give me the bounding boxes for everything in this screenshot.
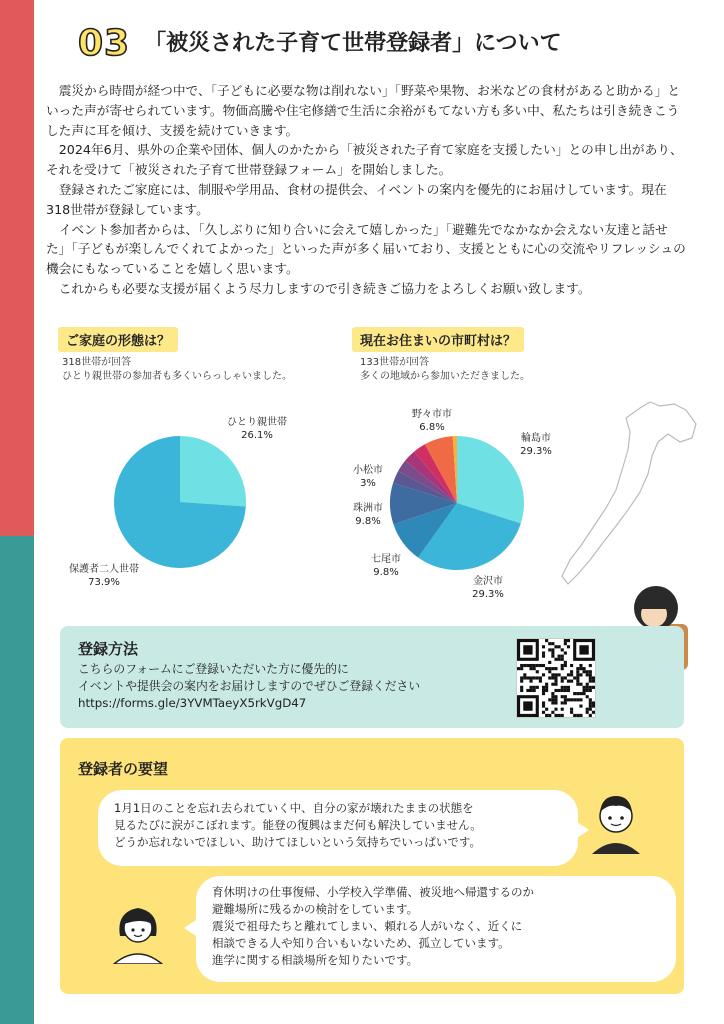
bubble-2-line-5: 進学に関する相談場所を知りたいです。 [212, 953, 419, 967]
pie-label-kanazawa [466, 575, 510, 601]
intro-paragraph-5: これからも必要な支援が届くよう尽力しますので引き続きご協力をよろしくお願い致します。 [58, 280, 591, 296]
registration-body [78, 661, 420, 712]
qr-module [558, 689, 561, 692]
qr-module [583, 692, 586, 695]
qr-module [539, 664, 542, 667]
woman-avatar-icon [110, 902, 166, 964]
qr-module [517, 667, 520, 670]
qr-module [536, 676, 539, 679]
qr-module [589, 664, 592, 667]
qr-module [573, 676, 576, 679]
registration-line-1: こちらのフォームにご登録いただいた方に優先的に [78, 662, 349, 676]
qr-module [526, 676, 529, 679]
qr-module [542, 645, 545, 648]
intro-paragraph-3: 登録されたご家庭には、制服や学用品、食材の提供会、イベントの案内を優先的にお届けしています。現在318世帯が登録しています。 [46, 181, 667, 217]
qr-module [579, 645, 588, 654]
qr-module [542, 651, 545, 654]
pie-label-value: 6.8% [419, 422, 445, 433]
qr-module [548, 676, 551, 679]
qr-module [592, 680, 595, 683]
qr-module [523, 701, 532, 710]
qr-module [542, 664, 545, 667]
registration-title: 登録方法 [78, 640, 139, 658]
qr-module [558, 655, 561, 658]
qr-module [564, 651, 567, 654]
qr-module [573, 692, 576, 695]
qr-module [542, 692, 545, 695]
section-header [78, 23, 562, 64]
qr-module [589, 698, 592, 701]
qr-module [583, 670, 586, 673]
qr-module [564, 639, 567, 642]
qr-module [567, 645, 570, 648]
qr-module [564, 689, 567, 692]
pie-label-name: 保護者二人世帯 [69, 564, 139, 575]
intro-paragraph-1: 震災から時間が経つ中で、「子どもに必要な物は削れない」「野菜や果物、お米などの食材があると助かる」といった声が寄せられています。物価高騰や住宅修繕で生活に余裕がもてない方も多い中、私たちは引き続きこうした声に耳を傾け、支援を続けていきます。 [46, 83, 681, 138]
qr-module [586, 711, 589, 714]
qr-module [583, 667, 586, 670]
qr-module [551, 655, 554, 658]
qr-module [545, 683, 548, 686]
pie-label-name: 七尾市 [371, 554, 401, 565]
qr-module [570, 711, 573, 714]
qr-module [586, 708, 589, 711]
residence-pie-chart [390, 436, 524, 570]
qr-module [554, 701, 557, 704]
qr-module [551, 676, 554, 679]
qr-module [533, 664, 536, 667]
qr-module [570, 673, 573, 676]
qr-module [567, 673, 570, 676]
qr-module [529, 686, 532, 689]
pie-label-name: 金沢市 [473, 576, 503, 587]
qr-module [561, 701, 564, 704]
qr-module [561, 664, 564, 667]
qr-module [576, 714, 579, 717]
bubble-2-line-4: 相談できる人や知り合いもいないため、孤立しています。 [212, 936, 510, 950]
qr-module [579, 705, 582, 708]
pie-label-value: 9.8% [355, 516, 381, 527]
qr-module [545, 714, 548, 717]
pie-label-value: 73.9% [88, 577, 120, 588]
qr-module [561, 686, 564, 689]
qr-module [554, 673, 557, 676]
section-title: 「被災された子育て世帯登録者」について [144, 31, 562, 56]
pie-label-two-parent [54, 563, 154, 589]
qr-module [545, 708, 548, 711]
intro-text [46, 81, 686, 299]
qr-module [533, 676, 536, 679]
qr-module [579, 667, 582, 670]
qr-module [542, 705, 545, 708]
qr-module [554, 667, 557, 670]
qr-module [564, 686, 567, 689]
qr-module [520, 689, 523, 692]
qr-module [536, 670, 539, 673]
pie-label-komatsu [346, 464, 390, 490]
qr-module [523, 673, 526, 676]
qr-module [554, 714, 557, 717]
pie-label-value: 26.1% [241, 430, 273, 441]
qr-module [576, 670, 579, 673]
qr-module [554, 683, 557, 686]
ishikawa-map-outline [556, 398, 704, 590]
qr-module [551, 673, 554, 676]
qr-module [545, 689, 548, 692]
qr-module [561, 655, 564, 658]
registration-panel [60, 626, 684, 728]
qr-module [548, 670, 551, 673]
qr-module [561, 708, 564, 711]
qr-module [579, 714, 582, 717]
qr-module [589, 689, 592, 692]
pie-label-name: 輪島市 [521, 433, 551, 444]
qr-module [520, 676, 523, 679]
qr-module [567, 639, 570, 642]
request-bubble-1 [98, 790, 578, 866]
qr-module [561, 689, 564, 692]
qr-module [561, 658, 564, 661]
qr-module [586, 686, 589, 689]
qr-module [576, 683, 579, 686]
bubble-2-line-1: 育休明けの仕事復帰、小学校入学準備、被災地へ帰還するのか [212, 885, 534, 899]
qr-module [551, 651, 554, 654]
pie-label-suzu [346, 502, 390, 528]
left-accent-strip-teal [0, 536, 34, 1024]
pie-label-nonoichi [402, 408, 462, 434]
qr-module [592, 676, 595, 679]
qr-module [579, 698, 582, 701]
qr-module [542, 689, 545, 692]
qr-module [561, 676, 564, 679]
qr-module [589, 714, 592, 717]
qr-module [536, 686, 539, 689]
qr-module [551, 701, 554, 704]
qr-module [554, 695, 557, 698]
qr-module [548, 698, 551, 701]
section-number: 03 [78, 23, 131, 64]
qr-module [579, 692, 582, 695]
qr-module [589, 676, 592, 679]
qr-module [570, 670, 573, 673]
qr-module [529, 664, 532, 667]
family-respondents: 318世帯が回答 [62, 357, 132, 368]
bubble-2-line-2: 避難場所に残るかの検討をしています。 [212, 902, 419, 916]
qr-module [561, 680, 564, 683]
pie-label-value: 29.3% [520, 446, 552, 457]
qr-module [564, 695, 567, 698]
bubble-1-line-2: 見るたびに涙がこぼれます。能登の復興はまだ何も解決していません。 [114, 818, 482, 832]
qr-module [567, 686, 570, 689]
qr-module [554, 645, 557, 648]
qr-module [551, 692, 554, 695]
qr-module [526, 689, 529, 692]
qr-module [548, 648, 551, 651]
qr-module [529, 680, 532, 683]
qr-module [533, 686, 536, 689]
qr-module [576, 698, 579, 701]
qr-module [579, 664, 582, 667]
pie-slice-0 [180, 436, 246, 507]
qr-module [520, 664, 523, 667]
qr-module [576, 692, 579, 695]
qr-module [592, 686, 595, 689]
qr-module [554, 658, 557, 661]
qr-module [539, 676, 542, 679]
qr-module [523, 645, 532, 654]
qr-module [551, 695, 554, 698]
registration-qr-code[interactable] [516, 638, 596, 718]
qr-module [573, 698, 576, 701]
qr-module [564, 698, 567, 701]
qr-module [542, 701, 545, 704]
qr-module [576, 676, 579, 679]
qr-module [533, 667, 536, 670]
qr-module [564, 664, 567, 667]
qr-module [551, 683, 554, 686]
qr-module [570, 680, 573, 683]
qr-module [548, 661, 551, 664]
qr-module [545, 667, 548, 670]
qr-module [545, 686, 548, 689]
qr-module [567, 689, 570, 692]
qr-module [576, 673, 579, 676]
qr-module [526, 664, 529, 667]
qr-module [523, 676, 526, 679]
qr-module [545, 639, 548, 642]
qr-module [589, 673, 592, 676]
pie-label-name: 珠洲市 [353, 503, 383, 514]
residence-chart-note [360, 356, 530, 384]
residence-comment: 多くの地域から参加いただきました。 [360, 371, 530, 382]
qr-module [520, 686, 523, 689]
man-avatar-icon [588, 792, 644, 854]
qr-module [589, 670, 592, 673]
qr-module [529, 676, 532, 679]
qr-module [551, 698, 554, 701]
bubble-1-line-1: 1月1日のことを忘れ去られていく中、自分の家が壊れたままの状態を [114, 801, 474, 815]
pie-label-wajima [514, 432, 558, 458]
qr-module [529, 689, 532, 692]
intro-paragraph-2: 2024年6月、県外の企業や団体、個人のかたから「被災された子育て家庭を支援したい」との申し出があり、それを受けて「被災された子育て世帯登録フォーム」を開始しました。 [46, 142, 683, 178]
qr-module [589, 686, 592, 689]
requests-panel [60, 738, 684, 994]
requests-title: 登録者の要望 [78, 760, 169, 778]
qr-module [548, 667, 551, 670]
pie-label-value: 29.3% [472, 589, 504, 600]
qr-module [564, 676, 567, 679]
pie-label-name: 野々市市 [412, 409, 452, 420]
qr-module [586, 670, 589, 673]
pie-label-nanao [364, 553, 408, 579]
qr-module [561, 667, 564, 670]
request-bubble-2 [196, 876, 676, 982]
family-comment: ひとり親世帯の参加者も多くいらっしゃいました。 [62, 371, 292, 382]
qr-module [564, 701, 567, 704]
qr-module [592, 705, 595, 708]
qr-module [554, 676, 557, 679]
qr-module [570, 708, 573, 711]
qr-module [539, 680, 542, 683]
registration-line-2: イベントや提供会の案内をお届けしますのでぜひご登録ください [78, 679, 421, 693]
residence-chart-label: 現在お住まいの市町村は？ [352, 327, 524, 352]
qr-module [529, 667, 532, 670]
qr-module [558, 714, 561, 717]
qr-module [586, 683, 589, 686]
qr-module [589, 708, 592, 711]
qr-module [542, 711, 545, 714]
family-chart-label: ご家庭の形態は？ [58, 327, 178, 352]
bubble-2-tail [184, 920, 196, 936]
qr-module [586, 673, 589, 676]
qr-module [561, 695, 564, 698]
qr-module [573, 714, 576, 717]
qr-module [548, 642, 551, 645]
qr-module [554, 689, 557, 692]
qr-module [564, 661, 567, 664]
qr-module [589, 705, 592, 708]
qr-module [551, 711, 554, 714]
pie-label-value: 9.8% [373, 567, 399, 578]
qr-module [558, 673, 561, 676]
qr-module [579, 683, 582, 686]
pie-label-name: ひとり親世帯 [227, 417, 287, 428]
registration-url[interactable]: https://forms.gle/3YVMTaeyX5rkVgD47 [78, 696, 307, 710]
qr-module [567, 698, 570, 701]
qr-module [554, 708, 557, 711]
qr-module [520, 680, 523, 683]
qr-module [561, 714, 564, 717]
qr-module [579, 673, 582, 676]
pie-label-name: 小松市 [353, 465, 383, 476]
qr-module [589, 701, 592, 704]
qr-module [548, 714, 551, 717]
qr-module [551, 648, 554, 651]
qr-module [586, 689, 589, 692]
pie-label-single-parent [212, 416, 302, 442]
qr-module [570, 664, 573, 667]
qr-module [567, 680, 570, 683]
qr-module [583, 686, 586, 689]
bubble-1-line-3: どうか忘れないでほしい、助けてほしいという気持ちでいっぱいです。 [114, 835, 481, 849]
qr-module [576, 667, 579, 670]
bubble-2-line-3: 震災で祖母たちと離れてしまい、頼れる人がいなく、近くに [212, 919, 523, 933]
family-pie-chart [114, 436, 246, 568]
qr-module [542, 655, 545, 658]
qr-module [570, 698, 573, 701]
qr-module [592, 711, 595, 714]
qr-module [533, 689, 536, 692]
residence-respondents: 133世帯が回答 [360, 357, 430, 368]
qr-module [576, 680, 579, 683]
qr-module [551, 667, 554, 670]
intro-paragraph-4: イベント参加者からは、「久しぶりに知り合いに会えて嬉しかった」「避難先でなかなか会えない友達と話せた」「子どもが楽しんでくれてよかった」といった声が多く届いており、支援とともに心の交流やリフレッシュの機会にもなっていることを嬉しく思います。 [46, 221, 686, 277]
qr-module [561, 648, 564, 651]
qr-module [542, 673, 545, 676]
qr-module [558, 658, 561, 661]
qr-module [592, 701, 595, 704]
left-accent-strip-red [0, 0, 34, 536]
qr-module [551, 642, 554, 645]
qr-module [542, 686, 545, 689]
qr-module [558, 645, 561, 648]
qr-module [520, 667, 523, 670]
qr-module [523, 664, 526, 667]
family-chart-note [62, 356, 292, 384]
qr-module [554, 680, 557, 683]
qr-module [589, 680, 592, 683]
qr-module [536, 664, 539, 667]
qr-module [583, 689, 586, 692]
pie-label-value: 3% [360, 478, 376, 489]
qr-module [586, 695, 589, 698]
qr-module [564, 642, 567, 645]
qr-module [554, 698, 557, 701]
